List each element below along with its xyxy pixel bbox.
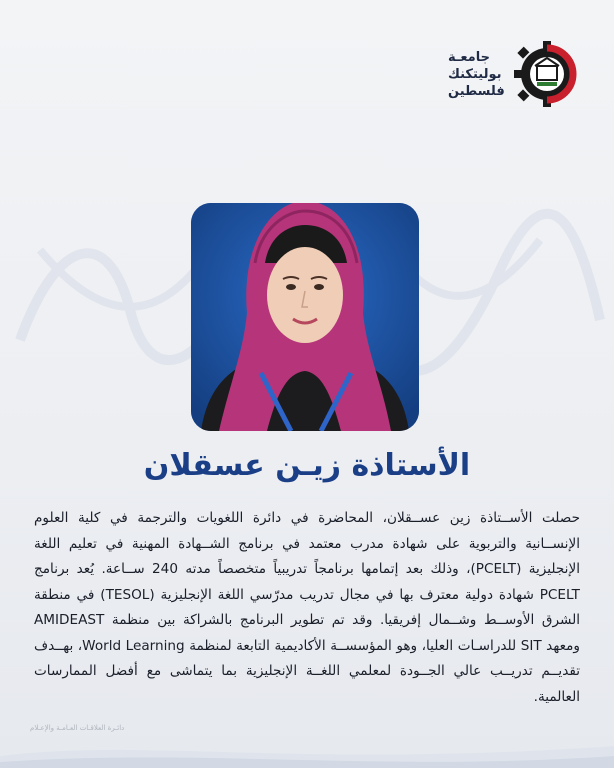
logo-line-1: جامعـة [448, 49, 490, 65]
logo-line-3: فلسطين [448, 83, 505, 99]
portrait-photo [191, 203, 419, 431]
university-name [448, 49, 505, 100]
university-emblem-icon [513, 40, 581, 108]
logo-line-2: بوليتكنك [448, 66, 502, 82]
university-logo [448, 40, 581, 108]
page-title: الأستاذة زيـن عسقلان [143, 448, 471, 483]
bottom-wave-decoration [0, 728, 614, 768]
biography-paragraph: حصلت الأســتاذة زين عســقلان، المحاضرة في دائرة اللغويات والترجمة في كلية العلوم الإنســانية والتربوية على شهادة مدرب معتمد في برنامج الشــهادة المهنية في تعليم اللغة الإنجليزية (PCELT)، وذلك بعد إتمامها برنامجاً تدريبياً متخصصاً مدته 240 ســاعة. يُعد برنامج PCELT شهادة دولية معترف بها في مجال تدريب مدرّسي اللغة الإنجليزية (TESOL) في منطقة الشرق الأوســط وشــمال إفريقيا. وقد تم تطوير البرنامج بالشراكة بين منظمة AMIDEAST ومعهد SIT للدراسـات العليا، وهو المؤسســة الأكاديمية التابعة لمنظمة World Learning، بهــدف تقديــم تدريــب عالي الجــودة لمعلمي اللغــة الإنجليزية بما يتماشى مع أفضل الممارسات العالمية. [34, 510, 580, 705]
footer-department-label: دائـرة العلاقـات العـامـة والإعـلام [30, 724, 125, 732]
